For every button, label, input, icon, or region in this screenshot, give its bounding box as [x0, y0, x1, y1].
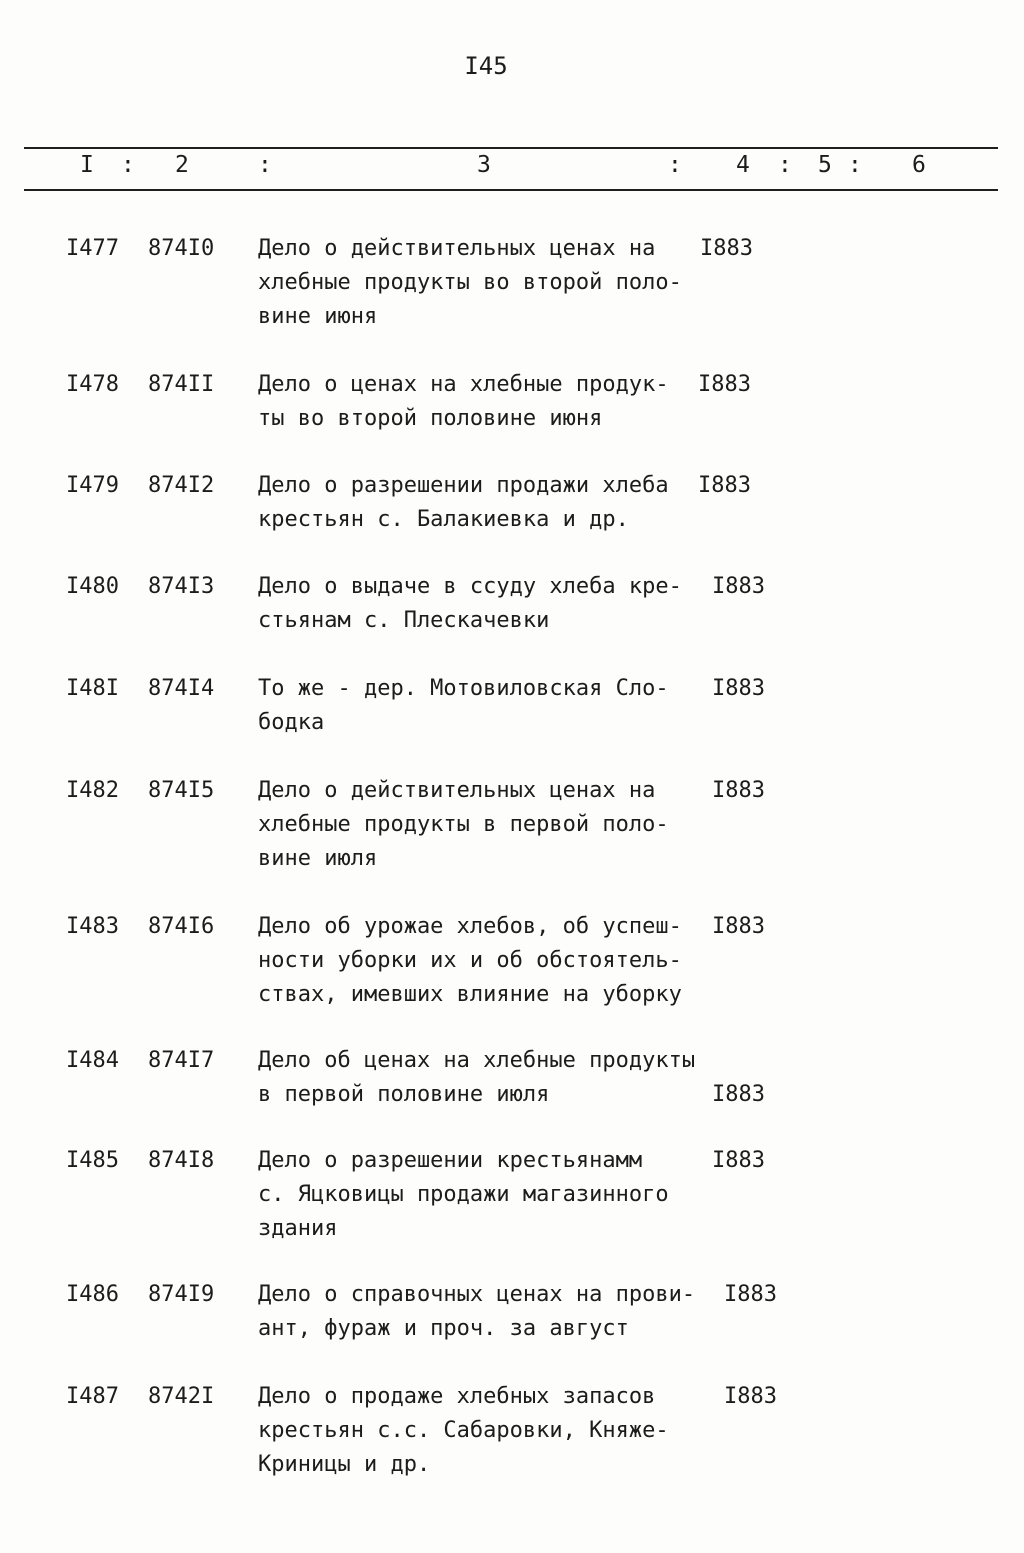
- description-line: Дело о выдаче в ссуду хлеба кре-: [258, 574, 682, 599]
- entry-description: [258, 774, 718, 876]
- description-line: Дело о разрешении продажи хлеба: [258, 473, 669, 498]
- entry-code: 874I8: [148, 1148, 215, 1173]
- entry-year: I883: [712, 1148, 765, 1173]
- description-line: ности уборки их и об обстоятель-: [258, 948, 682, 973]
- description-line: здания: [258, 1216, 338, 1241]
- column-separator: :: [778, 152, 792, 178]
- column-header-1: I: [80, 152, 94, 178]
- entry-number: I487: [66, 1384, 119, 1409]
- entry-number: I477: [66, 236, 119, 261]
- description-line: Дело о справочных ценах на прови-: [258, 1282, 696, 1307]
- entry-code: 874I6: [148, 914, 215, 939]
- entry-code: 874I4: [148, 676, 215, 701]
- description-line: Дело об ценах на хлебные продукты: [258, 1048, 696, 1073]
- entry-year: I883: [700, 236, 753, 261]
- entry-year: I883: [712, 1082, 765, 1107]
- description-line: бодка: [258, 710, 325, 735]
- description-line: стьянам с. Плескачевки: [258, 608, 550, 633]
- entry-code: 874II: [148, 372, 215, 397]
- entry-year: I883: [712, 676, 765, 701]
- description-line: Дело о разрешении крестьянамм: [258, 1148, 643, 1173]
- entry-number: I484: [66, 1048, 119, 1073]
- entry-number: I483: [66, 914, 119, 939]
- header-bottom-rule: [24, 189, 998, 191]
- column-header-row: [0, 152, 1024, 182]
- description-line: Дело о действительных ценах на: [258, 236, 656, 261]
- entry-number: I482: [66, 778, 119, 803]
- entry-description: [258, 1044, 718, 1112]
- description-line: ствах, имевших влияние на уборку: [258, 982, 682, 1007]
- entry-description: [258, 910, 718, 1012]
- description-line: Дело об урожае хлебов, об успеш-: [258, 914, 682, 939]
- entry-description: [258, 1144, 718, 1246]
- entry-year: I883: [698, 372, 751, 397]
- entry-year: I883: [724, 1282, 777, 1307]
- column-header-4: 4: [736, 152, 750, 178]
- description-line: ты во второй половине июня: [258, 406, 603, 431]
- entry-description: [258, 1278, 718, 1346]
- column-header-5: 5: [818, 152, 832, 178]
- description-line: вине июня: [258, 304, 378, 329]
- description-line: Криницы и др.: [258, 1452, 431, 1477]
- description-line: крестьян с. Балакиевка и др.: [258, 507, 629, 532]
- entry-code: 874I3: [148, 574, 215, 599]
- entry-number: I479: [66, 473, 119, 498]
- description-line: Дело о продаже хлебных запасов: [258, 1384, 656, 1409]
- description-line: в первой половине июля: [258, 1082, 550, 1107]
- entry-year: I883: [712, 574, 765, 599]
- column-separator: :: [258, 152, 272, 178]
- entry-description: [258, 368, 718, 436]
- entry-description: [258, 232, 718, 334]
- entry-number: I48I: [66, 676, 119, 701]
- entry-description: [258, 570, 718, 638]
- page-number: I45: [464, 52, 508, 80]
- entry-year: I883: [724, 1384, 777, 1409]
- description-line: Дело о ценах на хлебные продук-: [258, 372, 669, 397]
- entry-description: [258, 469, 718, 537]
- entry-code: 874I0: [148, 236, 215, 261]
- entry-year: I883: [712, 778, 765, 803]
- entry-description: [258, 672, 718, 740]
- entry-number: I480: [66, 574, 119, 599]
- entry-code: 874I2: [148, 473, 215, 498]
- column-separator: :: [848, 152, 862, 178]
- description-line: хлебные продукты в первой поло-: [258, 812, 669, 837]
- description-line: хлебные продукты во второй поло-: [258, 270, 682, 295]
- entry-code: 874I9: [148, 1282, 215, 1307]
- column-header-2: 2: [175, 152, 189, 178]
- column-separator: :: [121, 152, 135, 178]
- description-line: ант, фураж и проч. за август: [258, 1316, 629, 1341]
- description-line: То же - дер. Мотовиловская Сло-: [258, 676, 669, 701]
- entry-number: I486: [66, 1282, 119, 1307]
- column-separator: :: [668, 152, 682, 178]
- description-line: крестьян с.с. Сабаровки, Княже-: [258, 1418, 669, 1443]
- entry-code: 874I5: [148, 778, 215, 803]
- description-line: с. Яцковицы продажи магазинного: [258, 1182, 669, 1207]
- entry-year: I883: [698, 473, 751, 498]
- entry-description: [258, 1380, 718, 1482]
- description-line: вине июля: [258, 846, 378, 871]
- entry-number: I478: [66, 372, 119, 397]
- entry-code: 874I7: [148, 1048, 215, 1073]
- column-header-3: 3: [477, 152, 491, 178]
- description-line: Дело о действительных ценах на: [258, 778, 656, 803]
- column-header-6: 6: [912, 152, 926, 178]
- entry-code: 8742I: [148, 1384, 215, 1409]
- entry-year: I883: [712, 914, 765, 939]
- entry-number: I485: [66, 1148, 119, 1173]
- header-top-rule: [24, 147, 998, 149]
